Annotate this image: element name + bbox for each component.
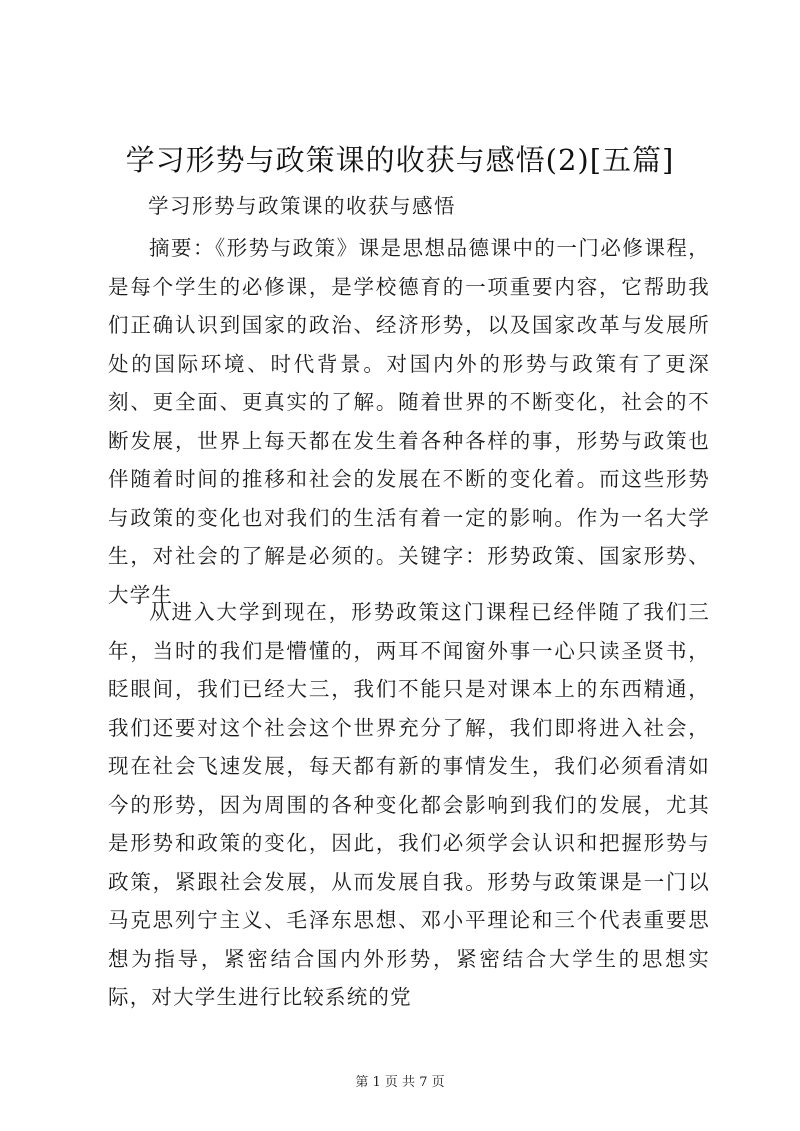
paragraph-body: 从进入大学到现在，形势政策这门课程已经伴随了我们三年，当时的我们是懵懂的，两耳不闻窗外事一心只读圣贤书，眨眼间，我们已经大三，我们不能只是对课本上的东西精通，我们还要对这个社会这个世界充分了解，我们即将进入社会，现在社会飞速发展，每天都有新的事情发生，我们必须看清如今的形势，因为周围的各种变化都会影响到我们的发展，尤其是形势和政策的变化，因此，我们必须学会认识和把握形势与政策，紧跟社会发展，从而发展自我。形势与政策课是一门以马克思列宁主义、毛泽东思想、邓小平理论和三个代表重要思想为指导，紧密结合国内外形势，紧密结合大学生的思想实际，对大学生进行比较系统的党 bbox=[108, 600, 710, 1009]
page-footer: 第 1 页 共 7 页 bbox=[355, 1075, 445, 1090]
document-subtitle: 学习形势与政策课的收获与感悟 bbox=[148, 194, 456, 218]
paragraph-abstract: 摘要：《形势与政策》课是思想品德课中的一门必修课程，是每个学生的必修课，是学校德育的一项重要内容，它帮助我们正确认识到国家的政治、经济形势，以及国家改革与发展所处的国际环境、时代背景。对国内外的形势与政策有了更深刻、更全面、更真实的了解。随着世界的不断变化，社会的不断发展，世界上每天都在发生着各种各样的事，形势与政策也伴随着时间的推移和社会的发展在不断的变化着。而这些形势与政策的变化也对我们的生活有着一定的影响。作为一名大学生，对社会的了解是必须的。关键字：形势政策、国家形势、大学生 bbox=[108, 236, 710, 607]
document-title: 学习形势与政策课的收获与感悟(2)[五篇] bbox=[125, 143, 675, 177]
